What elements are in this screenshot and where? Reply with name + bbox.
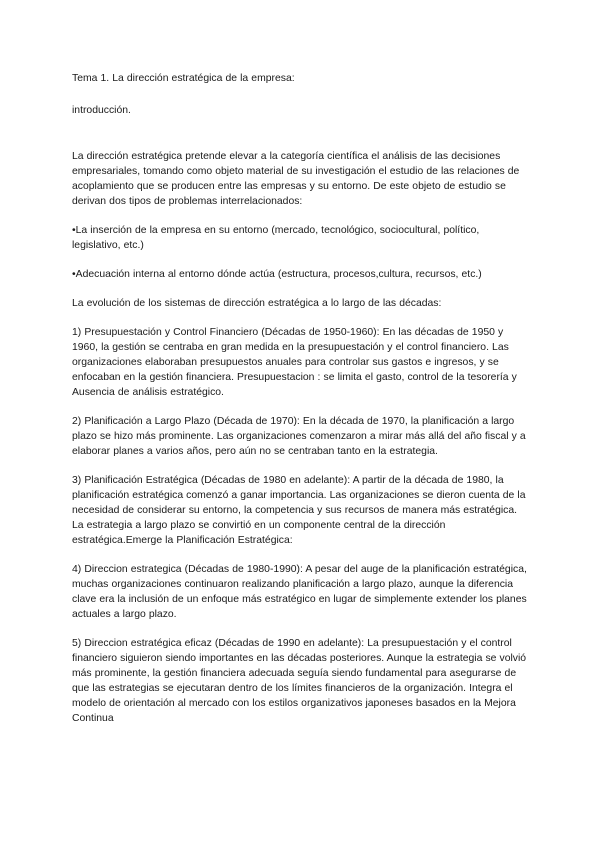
intro-heading: introducción. [72, 105, 131, 116]
bullet-insertion: •La inserción de la empresa en su entorno (mercado, tecnológico, sociocultural, político, legislativo, etc.) [72, 225, 480, 251]
paragraph-stage-4: 4) Direccion estrategica (Décadas de 1980-1990): A pesar del auge de la planificación estratégica, muchas organizaciones continuaron realizando planificación a largo plazo, aunque la diferencia clave era la inclusión de un enfoque más estratégico en lugar de simplemente extender los planes actuales a largo plazo. [72, 564, 527, 620]
document-page [72, 71, 528, 726]
paragraph-stage-3: 3) Planificación Estratégica (Décadas de 1980 en adelante): A partir de la década de 1980, la planificación estratégica comenzó a ganar importancia. Las organizaciones se dieron cuenta de la necesidad de considerar su entorno, la competencia y sus recursos de manera más estratégica. La estrategia a largo plazo se convirtió en un componente central de la dirección estratégica.Emerge la Planificación Estratégica: [72, 475, 526, 546]
paragraph-stage-1: 1) Presupuestación y Control Financiero (Décadas de 1950-1960): En las décadas de 1950 y 1960, la gestión se centraba en gran medida en la presupuestación y el control financiero. Las organizaciones elaboraban presupuestos anuales para controlar sus gastos e ingresos, y se enfocaban en la gestión financiera. Presupuestacion : se limita el gasto, control de la tesorería y Ausencia de análisis estratégico. [72, 327, 517, 398]
bullet-adequation: •Adecuación interna al entorno dónde actúa (estructura, procesos,cultura, recursos, etc.) [72, 269, 482, 280]
paragraph-evolution-heading: La evolución de los sistemas de dirección estratégica a lo largo de las décadas: [72, 298, 442, 309]
document-title: Tema 1. La dirección estratégica de la empresa: [72, 73, 295, 84]
paragraph-definition: La dirección estratégica pretende elevar a la categoría científica el análisis de las decisiones empresariales, tomando como objeto material de su investigación el estudio de las relaciones de acoplamiento que se producen entre las empresas y su entorno. De este objeto de estudio se derivan dos tipos de problemas interrelacionados: [72, 151, 520, 207]
paragraph-stage-5: 5) Direccion estratégica eficaz (Décadas de 1990 en adelante): La presupuestación y el control financiero siguieron siendo importantes en las décadas posteriores. Aunque la estrategia se volvió más prominente, la gestión financiera adecuada seguía siendo fundamental para asegurarse de que las estrategias se ejecutaran dentro de los límites financieros de la organización. Integra el modelo de orientación al mercado con los estilos organizativos japoneses basados en la Mejora Continua [72, 638, 527, 724]
paragraph-stage-2: 2) Planificación a Largo Plazo (Década de 1970): En la década de 1970, la planificación a largo plazo se hizo más prominente. Las organizaciones comenzaron a mirar más allá del año fiscal y a elaborar planes a varios años, pero aún no se centraban tanto en la estrategia. [72, 416, 526, 457]
